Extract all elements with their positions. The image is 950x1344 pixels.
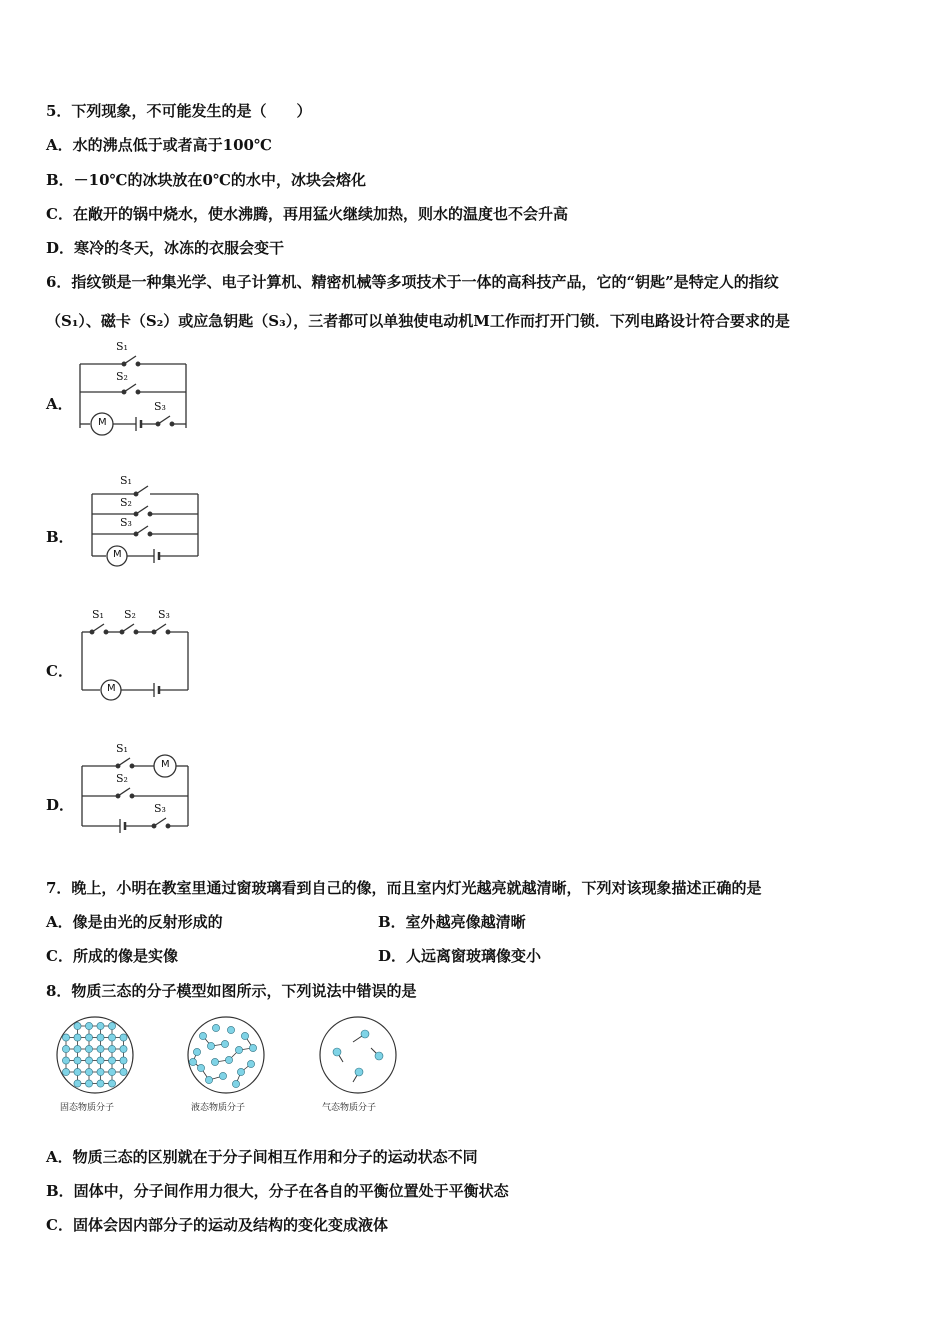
liquid-molecule: [221, 1040, 228, 1047]
liquid-molecule: [199, 1032, 206, 1039]
solid-molecule: [85, 1045, 92, 1052]
solid-molecule: [85, 1080, 92, 1087]
solid-molecule: [97, 1057, 104, 1064]
solid-boundary: [57, 1017, 133, 1093]
solid-molecule: [108, 1045, 115, 1052]
liquid-molecule: [227, 1026, 234, 1033]
solid-molecule: [97, 1068, 104, 1075]
solid-molecule: [120, 1034, 127, 1041]
circuit-c-motor-label: M: [107, 683, 116, 694]
solid-molecule: [108, 1068, 115, 1075]
q5-option-b[interactable]: B．－10℃的冰块放在0℃的水中，冰块会熔化: [46, 171, 366, 189]
liquid-molecule: [197, 1064, 204, 1071]
q6-stem-line1: 6．指纹锁是一种集光学、电子计算机、精密机械等多项技术于一体的高科技产品，它的“钥匙”是特定人的指纹: [46, 273, 779, 291]
liquid-molecule: [237, 1068, 244, 1075]
solid-molecule: [120, 1045, 127, 1052]
liquid-caption: 液态物质分子: [191, 1103, 246, 1113]
q8-option-b[interactable]: B．固体中，分子间作用力很大，分子在各自的平衡位置处于平衡状态: [46, 1182, 509, 1200]
solid-molecule: [85, 1022, 92, 1029]
solid-molecule: [74, 1034, 81, 1041]
gas-molecule: [361, 1030, 369, 1038]
liquid-molecule: [241, 1032, 248, 1039]
q6-circuit-b[interactable]: [86, 476, 216, 576]
gas-molecule: [355, 1068, 363, 1076]
solid-molecule: [120, 1057, 127, 1064]
liquid-molecule: [193, 1048, 200, 1055]
q6-option-d-label[interactable]: D．: [46, 796, 75, 814]
q6-option-a-label[interactable]: A．: [46, 395, 73, 413]
q6-option-b-label[interactable]: B．: [46, 528, 74, 546]
liquid-molecule: [225, 1056, 232, 1063]
solid-molecule: [85, 1034, 92, 1041]
circuit-a-s3-label: S₃: [154, 400, 166, 413]
q8-option-a[interactable]: A．物质三态的区别就在于分子间相互作用和分子的运动状态不同: [46, 1148, 478, 1166]
q6-circuit-c[interactable]: [76, 608, 206, 708]
q8-stem: 8．物质三态的分子模型如图所示，下列说法中错误的是: [46, 982, 417, 1000]
circuit-d-s1-label: S₁: [116, 742, 128, 755]
liquid-molecule: [205, 1076, 212, 1083]
circuit-b-s1-label: S₁: [120, 474, 132, 487]
liquid-molecule: [235, 1046, 242, 1053]
solid-molecule-diagram: [50, 1014, 140, 1096]
solid-molecule: [97, 1022, 104, 1029]
q8-option-c[interactable]: C．固体会因内部分子的运动及结构的变化变成液体: [46, 1216, 388, 1234]
circuit-a-motor-label: M: [98, 417, 107, 428]
solid-molecule: [108, 1022, 115, 1029]
solid-molecule: [62, 1068, 69, 1075]
solid-molecule: [74, 1057, 81, 1064]
liquid-molecule: [232, 1080, 239, 1087]
q6-circuit-d[interactable]: [76, 742, 206, 842]
gas-molecule: [333, 1048, 341, 1056]
solid-molecule: [97, 1034, 104, 1041]
q6-stem-line2: （S₁）、磁卡（S₂）或应急钥匙（S₃），三者都可以单独使电动机M工作而打开门锁．下列电路设计符合要求的是: [46, 312, 790, 330]
solid-molecule: [74, 1022, 81, 1029]
circuit-d-s2-label: S₂: [116, 772, 128, 785]
circuit-c-s2-label: S₂: [124, 608, 136, 621]
gas-boundary: [320, 1017, 396, 1093]
circuit-a-s1-label: S₁: [116, 340, 128, 353]
solid-molecule: [62, 1034, 69, 1041]
solid-molecule: [97, 1045, 104, 1052]
liquid-molecule: [247, 1060, 254, 1067]
liquid-molecule: [207, 1042, 214, 1049]
solid-molecule: [62, 1045, 69, 1052]
solid-molecule: [74, 1045, 81, 1052]
q5-option-a[interactable]: A．水的沸点低于或者高于100℃: [46, 136, 272, 154]
q6-option-c-label[interactable]: C．: [46, 662, 73, 680]
solid-molecule: [97, 1080, 104, 1087]
gas-caption: 气态物质分子: [322, 1103, 377, 1113]
q5-stem: 5．下列现象，不可能发生的是（ ）: [46, 102, 312, 120]
q5-option-c[interactable]: C．在敞开的锅中烧水，使水沸腾，再用猛火继续加热，则水的温度也不会升高: [46, 205, 568, 223]
solid-molecule: [120, 1068, 127, 1075]
liquid-molecule-diagram: [181, 1014, 271, 1096]
circuit-b-s3-label: S₃: [120, 516, 132, 529]
liquid-molecule: [189, 1058, 196, 1065]
circuit-b-motor-label: M: [113, 549, 122, 560]
solid-molecule: [62, 1057, 69, 1064]
q7-option-a[interactable]: A．像是由光的反射形成的: [46, 913, 223, 931]
circuit-b-s2-label: S₂: [120, 496, 132, 509]
liquid-molecule: [212, 1024, 219, 1031]
liquid-molecule: [211, 1058, 218, 1065]
solid-molecule: [108, 1034, 115, 1041]
solid-molecule: [108, 1057, 115, 1064]
liquid-molecule: [249, 1044, 256, 1051]
solid-caption: 固态物质分子: [60, 1103, 115, 1113]
solid-molecule: [85, 1057, 92, 1064]
solid-molecule: [74, 1080, 81, 1087]
q6-circuit-a[interactable]: [74, 342, 224, 442]
q7-stem: 7．晚上，小明在教室里通过窗玻璃看到自己的像，而且室内灯光越亮就越清晰，下列对该现象描述正确的是: [46, 879, 762, 897]
q7-option-d[interactable]: D．人远离窗玻璃像变小: [378, 947, 542, 965]
solid-molecule: [74, 1068, 81, 1075]
liquid-molecule: [219, 1072, 226, 1079]
circuit-a-s2-label: S₂: [116, 370, 128, 383]
solid-molecule: [85, 1068, 92, 1075]
gas-molecule-diagram: [313, 1014, 403, 1096]
q7-option-b[interactable]: B．室外越亮像越清晰: [378, 913, 526, 931]
circuit-d-s3-label: S₃: [154, 802, 166, 815]
circuit-c-s1-label: S₁: [92, 608, 104, 621]
q5-option-d[interactable]: D．寒冷的冬天，冰冻的衣服会变干: [46, 239, 285, 257]
circuit-d-motor-label: M: [161, 759, 170, 770]
circuit-c-s3-label: S₃: [158, 608, 170, 621]
gas-molecule: [375, 1052, 383, 1060]
solid-molecule: [108, 1080, 115, 1087]
q7-option-c[interactable]: C．所成的像是实像: [46, 947, 178, 965]
